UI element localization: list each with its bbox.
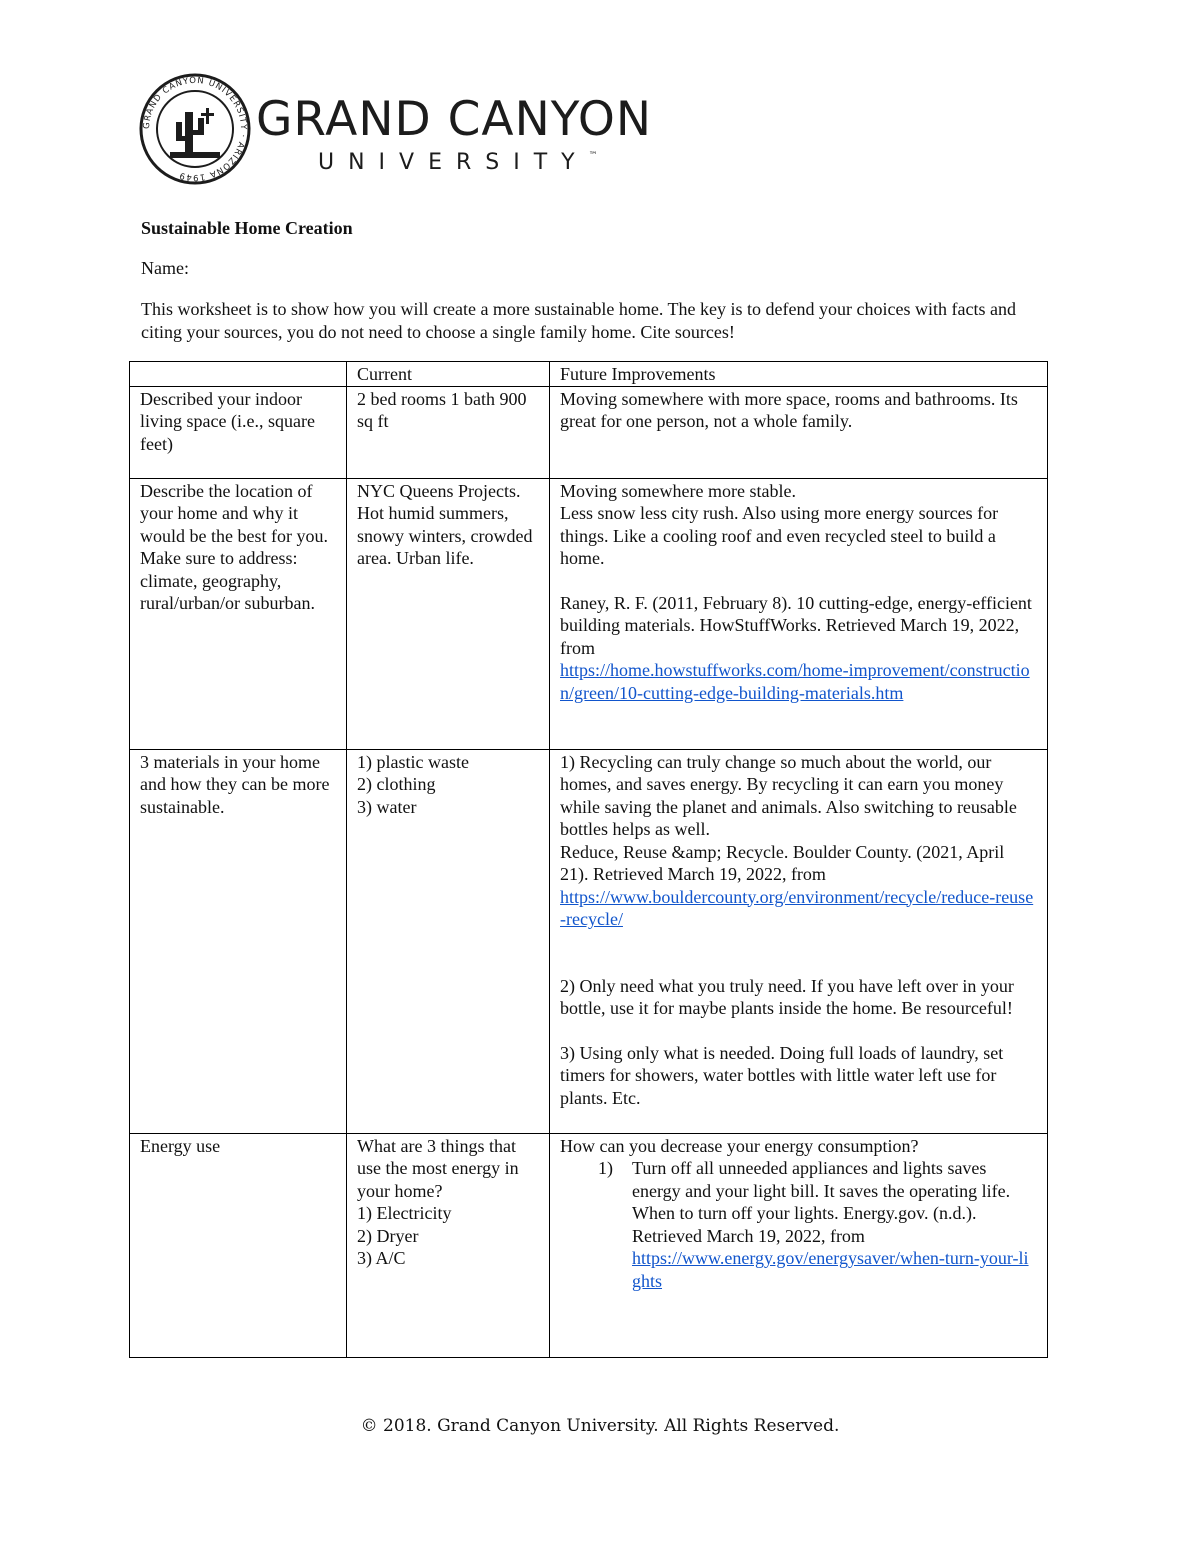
table-row <box>130 386 1048 478</box>
row-future <box>550 1133 1048 1357</box>
header-cell-current: Current <box>347 362 550 387</box>
current-item: 2) clothing <box>357 774 436 794</box>
future-paragraph: Less snow less city rush. Also using more energy sources for things. Like a cooling roof and even recycled steel to build a home. <box>560 503 999 568</box>
table-row <box>130 1133 1048 1357</box>
row-current: 2 bed rooms 1 bath 900 sq ft <box>347 386 550 478</box>
table-header-row <box>130 362 1048 387</box>
citation-link[interactable]: https://www.bouldercounty.org/environment/recycle/reduce-reuse-recycle/ <box>560 886 1034 929</box>
row-current: NYC Queens Projects. Hot humid summers, snowy winters, crowded area. Urban life. <box>347 478 550 749</box>
logo-wordmark-university <box>318 152 598 174</box>
university-logo <box>138 72 653 202</box>
citation-text: When to turn off your lights. Energy.gov. (n.d.). Retrieved March 19, 2022, from <box>632 1203 977 1246</box>
row-label: 3 materials in your home and how they can be more sustainable. <box>130 749 347 1133</box>
worksheet-table <box>129 361 1048 1358</box>
header-cell-empty <box>130 362 347 387</box>
future-paragraph: 1) Recycling can truly change so much about the world, our homes, and saves energy. By recycling it can earn you money while saving the planet and animals. Also switching to reusable bottles helps as well. <box>560 751 1017 839</box>
seal-text: GRAND CANYON UNIVERSITY · ARIZONA 1949 <box>141 75 249 183</box>
future-paragraph: Moving somewhere more stable. <box>560 480 796 501</box>
table-row <box>130 749 1048 1133</box>
future-question: How can you decrease your energy consumption? <box>560 1135 919 1156</box>
logo-university-text: UNIVERSITY <box>318 150 589 175</box>
current-item: 3) water <box>357 796 417 817</box>
current-item: 1) Electricity <box>357 1203 452 1223</box>
row-label: Describe the location of your home and why it would be the best for you. Make sure to address: climate, geography, rural/urban/or suburban. <box>130 478 347 749</box>
row-future <box>550 749 1048 1133</box>
current-question: What are 3 things that use the most energy in your home? <box>357 1135 519 1201</box>
current-item: 3) A/C <box>357 1248 406 1268</box>
list-number: 1) <box>598 1158 613 1178</box>
citation-link[interactable]: https://www.energy.gov/energysaver/when-turn-your-lights <box>632 1248 1029 1291</box>
logo-wordmark-name: GRAND CANYON <box>256 92 653 147</box>
citation-text: Reduce, Reuse &amp; Recycle. Boulder County. (2021, April 21). Retrieved March 19, 2022, from <box>560 841 1005 884</box>
future-paragraph: 2) Only need what you truly need. If you have left over in your bottle, use it for maybe plants inside the home. Be resourceful! <box>560 975 1014 1018</box>
page-title: Sustainable Home Creation <box>141 218 353 238</box>
header-cell-future: Future Improvements <box>550 362 1048 387</box>
list-item-text: Turn off all unneeded appliances and lights saves energy and your light bill. It saves the operating life. <box>632 1158 1011 1201</box>
row-current <box>347 1133 550 1357</box>
row-label: Described your indoor living space (i.e., square feet) <box>130 386 347 478</box>
intro-paragraph: This worksheet is to show how you will create a more sustainable home. The key is to defend your choices with facts and citing your sources, you do not need to choose a single family home. Cite sources! <box>141 299 1016 342</box>
row-future: Moving somewhere with more space, rooms and bathrooms. Its great for one person, not a whole family. <box>550 386 1048 478</box>
citation-text: Raney, R. F. (2011, February 8). 10 cutting-edge, energy-efficient building materials. HowStuffWorks. Retrieved March 19, 2022, from <box>560 592 1032 658</box>
list-item <box>598 1157 1037 1292</box>
copyright-footer: © 2018. Grand Canyon University. All Rights Reserved. <box>360 1416 840 1436</box>
energy-list <box>560 1157 1037 1292</box>
trademark-symbol: ™ <box>588 151 598 161</box>
citation-link[interactable]: https://home.howstuffworks.com/home-improvement/construction/green/10-cutting-edge-building-materials.htm <box>560 660 1030 703</box>
university-seal-icon <box>138 72 252 186</box>
table-row <box>130 478 1048 749</box>
current-item: 1) plastic waste <box>357 751 469 772</box>
row-current <box>347 749 550 1133</box>
row-label: Energy use <box>130 1133 347 1357</box>
future-paragraph: 3) Using only what is needed. Doing full loads of laundry, set timers for showers, water bottles with little water left use for plants. Etc. <box>560 1042 1004 1108</box>
current-item: 2) Dryer <box>357 1225 419 1246</box>
row-future <box>550 478 1048 749</box>
name-label: Name: <box>141 258 189 278</box>
